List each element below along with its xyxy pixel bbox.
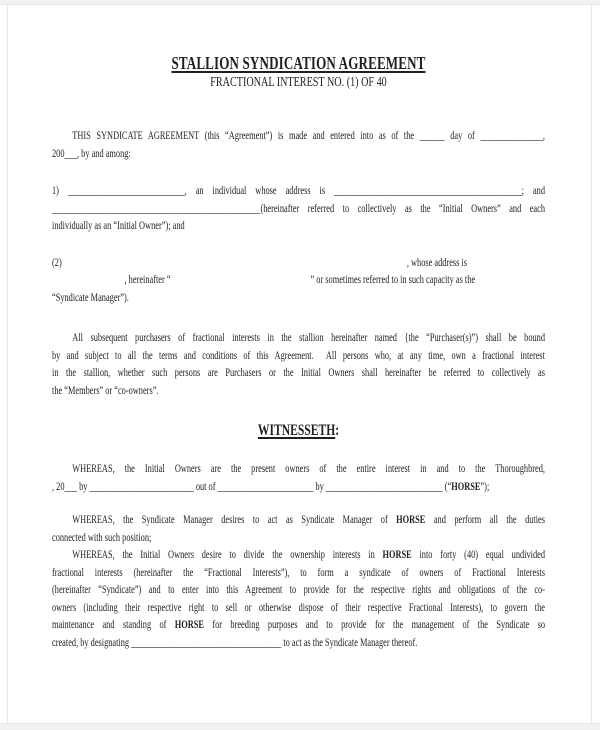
party2-paragraph bbox=[52, 255, 545, 308]
document-title bbox=[52, 52, 545, 74]
text-line: All subsequent purchasers of fractional interests in the stallion hereinafter named {the “Purchaser(s)”) shall be bound bbox=[72, 332, 546, 344]
text-line: owners (including their respective right to sell or otherwise dispose of their respective Fractional Interests), to govern the bbox=[52, 601, 545, 614]
whereas-divide-paragraph bbox=[52, 547, 545, 652]
text-line: WHEREAS, the Initial Owners desire to divide the ownership interests in HORSE into forty (40) equal undivided bbox=[72, 549, 545, 561]
document-subtitle: FRACTIONAL INTEREST NO. (1) OF 40 bbox=[210, 75, 387, 90]
text-line: by and subject to all the terms and conditions of this Agreement. All persons who, at any time, own a fractional interest bbox=[52, 349, 545, 362]
whereas-manager-paragraph bbox=[52, 512, 545, 547]
text-line: 1) ____________________________, an individual whose address is _____________________________________________; and bbox=[52, 185, 545, 197]
page-edge-left bbox=[7, 4, 8, 724]
text-line: maintenance and standing of HORSE for breeding purposes and to provide for the management of the Syndicate so bbox=[52, 619, 545, 631]
text-line: connected with such position; bbox=[52, 531, 152, 544]
text-line: the “Members” or “co-owners”. bbox=[52, 384, 159, 397]
text-line: WHEREAS, the Syndicate Manager desires to act as Syndicate Manager of HORSE and perform all the duties bbox=[72, 514, 545, 526]
text-line: WHEREAS, the Initial Owners are the present owners of the entire interest in and to the Thoroughbred, bbox=[72, 463, 546, 475]
party1-paragraph bbox=[52, 183, 545, 236]
text-line: “Syndicate Manager”). bbox=[52, 291, 129, 304]
text-line: __________________________________________________(hereinafter referred to collectively as the “Initial Owners” and each bbox=[52, 202, 545, 215]
whereas-owners-paragraph bbox=[52, 461, 545, 496]
text-line: 200___, by and among: bbox=[52, 147, 131, 160]
text-line: THIS SYNDICATE AGREEMENT (this “Agreement”) is made and entered into as of the ______ day of _______________, bbox=[72, 130, 546, 142]
text-line: (hereinafter “Syndicate”) and to enter into this Agreement to provide for the respective rights and obligations of the co- bbox=[52, 584, 545, 596]
text-line: , 20___ by _________________________ out of _______________________ by ____________________________ (“HORSE”); bbox=[52, 480, 490, 493]
intro-paragraph bbox=[52, 128, 545, 163]
text-line: created, by designating ____________________________________ to act as the Syndicate Manager thereof. bbox=[52, 636, 418, 649]
text-line: in the stallion, whether such persons are Purchasers or the Initial Owners shall hereinafter be referred to collectively as bbox=[52, 367, 545, 379]
subsequent-purchasers-paragraph bbox=[52, 330, 545, 400]
page-edge-bottom bbox=[0, 723, 600, 730]
text-line: (2) , whose address is bbox=[52, 256, 468, 269]
text-line: fractional interests (hereinafter the “Fractional Interests”), to form a syndicate of owners of Fractional Interests bbox=[52, 566, 545, 579]
text-line: , hereinafter “ ” or sometimes referred to in such capacity as the bbox=[124, 274, 476, 286]
document-page bbox=[52, 52, 545, 652]
witnesseth-heading: WITNESSETH: bbox=[257, 422, 340, 439]
page-edge-right bbox=[591, 4, 592, 724]
text-line: individually as an “Initial Owner”); and bbox=[52, 220, 185, 232]
page-edge-top bbox=[0, 0, 600, 5]
document-title-text: STALLION SYNDICATION AGREEMENT bbox=[171, 53, 426, 73]
